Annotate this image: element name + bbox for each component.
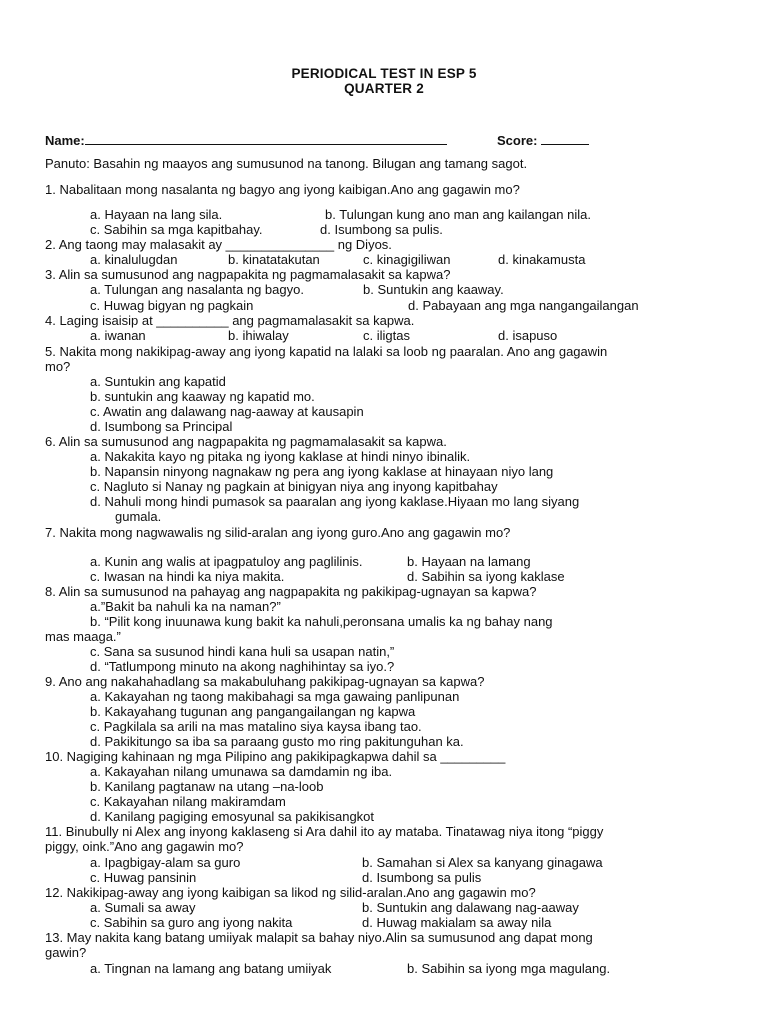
q8-option-b-cont: mas maaga.”	[45, 629, 121, 644]
q5-option-b[interactable]: b. suntukin ang kaaway ng kapatid mo.	[90, 389, 315, 404]
q12-option-c[interactable]: c. Sabihin sa guro ang iyong nakita	[90, 915, 293, 930]
q3-option-c[interactable]: c. Huwag bigyan ng pagkain	[90, 298, 254, 313]
question-3: 3. Alin sa sumusunod ang nagpapakita ng pagmamalasakit sa kapwa?	[45, 267, 451, 282]
q2-option-c[interactable]: c. kinagigiliwan	[363, 252, 451, 267]
q7-option-b[interactable]: b. Hayaan na lamang	[407, 554, 531, 569]
page-title: PERIODICAL TEST IN ESP 5	[291, 66, 477, 81]
question-12: 12. Nakikipag-away ang iyong kaibigan sa likod ng silid-aralan.Ano ang gagawin mo?	[45, 885, 536, 900]
q12-option-b[interactable]: b. Suntukin ang dalawang nag-aaway	[362, 900, 579, 915]
question-5-cont: mo?	[45, 359, 71, 374]
q10-option-c[interactable]: c. Kakayahan nilang makiramdam	[90, 794, 286, 809]
question-1: 1. Nabalitaan mong nasalanta ng bagyo ang iyong kaibigan.Ano ang gagawin mo?	[45, 182, 520, 197]
question-2: 2. Ang taong may malasakit ay _______________ ng Diyos.	[45, 237, 392, 252]
question-7: 7. Nakita mong nagwawalis ng silid-aralan ang iyong guro.Ano ang gagawin mo?	[45, 525, 511, 540]
q7-option-c[interactable]: c. Iwasan na hindi ka niya makita.	[90, 569, 285, 584]
q4-option-b[interactable]: b. ihiwalay	[228, 328, 289, 343]
q8-option-d[interactable]: d. “Tatlumpong minuto na akong naghihintay sa iyo.?	[90, 659, 395, 674]
instructions: Panuto: Basahin ng maayos ang sumusunod na tanong. Bilugan ang tamang sagot.	[45, 156, 528, 171]
q13-option-a[interactable]: a. Tingnan na lamang ang batang umiiyak	[90, 961, 332, 976]
q7-option-d[interactable]: d. Sabihin sa iyong kaklase	[407, 569, 565, 584]
question-6: 6. Alin sa sumusunod ang nagpapakita ng pagmamalasakit sa kapwa.	[45, 434, 447, 449]
q6-option-c[interactable]: c. Nagluto si Nanay ng pagkain at binigyan niya ang inyong kapitbahay	[90, 479, 498, 494]
q5-option-c[interactable]: c. Awatin ang dalawang nag-aaway at kausapin	[90, 404, 364, 419]
q9-option-d[interactable]: d. Pakikitungo sa iba sa paraang gusto mo ring pakitunguhan ka.	[90, 734, 464, 749]
q2-option-b[interactable]: b. kinatatakutan	[228, 252, 320, 267]
question-5: 5. Nakita mong nakikipag-away ang iyong kapatid na lalaki sa loob ng paaralan. Ano ang gagawin	[45, 344, 608, 359]
q6-option-a[interactable]: a. Nakakita kayo ng pitaka ng iyong kaklase at hindi ninyo ibinalik.	[90, 449, 471, 464]
score-field[interactable]	[497, 133, 589, 148]
q4-option-a[interactable]: a. iwanan	[90, 328, 146, 343]
q3-option-d[interactable]: d. Pabayaan ang mga nangangailangan	[408, 298, 639, 313]
q8-option-a[interactable]: a.”Bakit ba nahuli ka na naman?”	[90, 599, 281, 614]
page-subtitle: QUARTER 2	[344, 81, 424, 96]
question-10: 10. Nagiging kahinaan ng mga Pilipino ang pakikipagkapwa dahil sa _________	[45, 749, 506, 764]
name-blank[interactable]	[85, 133, 447, 145]
question-11-cont: piggy, oink.”Ano ang gagawin mo?	[45, 839, 244, 854]
q10-option-a[interactable]: a. Kakayahan nilang umunawa sa damdamin ng iba.	[90, 764, 393, 779]
question-11: 11. Binubully ni Alex ang inyong kaklaseng si Ara dahil ito ay mataba. Tinatawag niya itong “piggy	[45, 824, 604, 839]
q4-option-d[interactable]: d. isapuso	[498, 328, 558, 343]
score-label: Score:	[497, 133, 538, 148]
q11-option-d[interactable]: d. Isumbong sa pulis	[362, 870, 482, 885]
q9-option-b[interactable]: b. Kakayahang tugunan ang pangangailangan ng kapwa	[90, 704, 416, 719]
q11-option-a[interactable]: a. Ipagbigay-alam sa guro	[90, 855, 241, 870]
q1-option-d[interactable]: d. Isumbong sa pulis.	[320, 222, 443, 237]
q6-option-b[interactable]: b. Napansin ninyong nagnakaw ng pera ang iyong kaklase at hinayaan niyo lang	[90, 464, 554, 479]
q7-option-a[interactable]: a. Kunin ang walis at ipagpatuloy ang paglilinis.	[90, 554, 363, 569]
question-4: 4. Laging isaisip at __________ ang pagmamalasakit sa kapwa.	[45, 313, 415, 328]
score-blank[interactable]	[541, 133, 589, 145]
q6-option-d-cont: gumala.	[115, 509, 162, 524]
q4-option-c[interactable]: c. iligtas	[363, 328, 410, 343]
q2-option-a[interactable]: a. kinalulugdan	[90, 252, 178, 267]
q3-option-a[interactable]: a. Tulungan ang nasalanta ng bagyo.	[90, 282, 304, 297]
question-13-cont: gawin?	[45, 945, 87, 960]
q8-option-c[interactable]: c. Sana sa susunod hindi kana huli sa usapan natin,”	[90, 644, 395, 659]
q5-option-d[interactable]: d. Isumbong sa Principal	[90, 419, 233, 434]
q12-option-a[interactable]: a. Sumali sa away	[90, 900, 196, 915]
q12-option-d[interactable]: d. Huwag makialam sa away nila	[362, 915, 552, 930]
q1-option-b[interactable]: b. Tulungan kung ano man ang kailangan nila.	[325, 207, 591, 222]
q13-option-b[interactable]: b. Sabihin sa iyong mga magulang.	[407, 961, 611, 976]
q10-option-d[interactable]: d. Kanilang pagiging emosyunal sa pakikisangkot	[90, 809, 375, 824]
q9-option-a[interactable]: a. Kakayahan ng taong makibahagi sa mga gawaing panlipunan	[90, 689, 460, 704]
question-9: 9. Ano ang nakahahadlang sa makabuluhang pakikipag-ugnayan sa kapwa?	[45, 674, 485, 689]
q11-option-b[interactable]: b. Samahan si Alex sa kanyang ginagawa	[362, 855, 603, 870]
question-13: 13. May nakita kang batang umiiyak malapit sa bahay niyo.Alin sa sumusunod ang dapat mong	[45, 930, 593, 945]
q2-option-d[interactable]: d. kinakamusta	[498, 252, 586, 267]
q6-option-d[interactable]: d. Nahuli mong hindi pumasok sa paaralan ang iyong kaklase.Hiyaan mo lang siyang	[90, 494, 580, 509]
q8-option-b[interactable]: b. “Pilit kong inuunawa kung bakit ka nahuli,peronsana umalis ka ng bahay nang	[90, 614, 553, 629]
q1-option-a[interactable]: a. Hayaan na lang sila.	[90, 207, 223, 222]
name-label: Name:	[45, 133, 85, 148]
q5-option-a[interactable]: a. Suntukin ang kapatid	[90, 374, 226, 389]
q9-option-c[interactable]: c. Pagkilala sa arili na mas matalino siya kaysa ibang tao.	[90, 719, 422, 734]
question-8: 8. Alin sa sumusunod na pahayag ang nagpapakita ng pakikipag-ugnayan sa kapwa?	[45, 584, 537, 599]
q3-option-b[interactable]: b. Suntukin ang kaaway.	[363, 282, 504, 297]
q1-option-c[interactable]: c. Sabihin sa mga kapitbahay.	[90, 222, 263, 237]
q10-option-b[interactable]: b. Kanilang pagtanaw na utang –na-loob	[90, 779, 324, 794]
name-field[interactable]	[45, 133, 447, 148]
q11-option-c[interactable]: c. Huwag pansinin	[90, 870, 197, 885]
